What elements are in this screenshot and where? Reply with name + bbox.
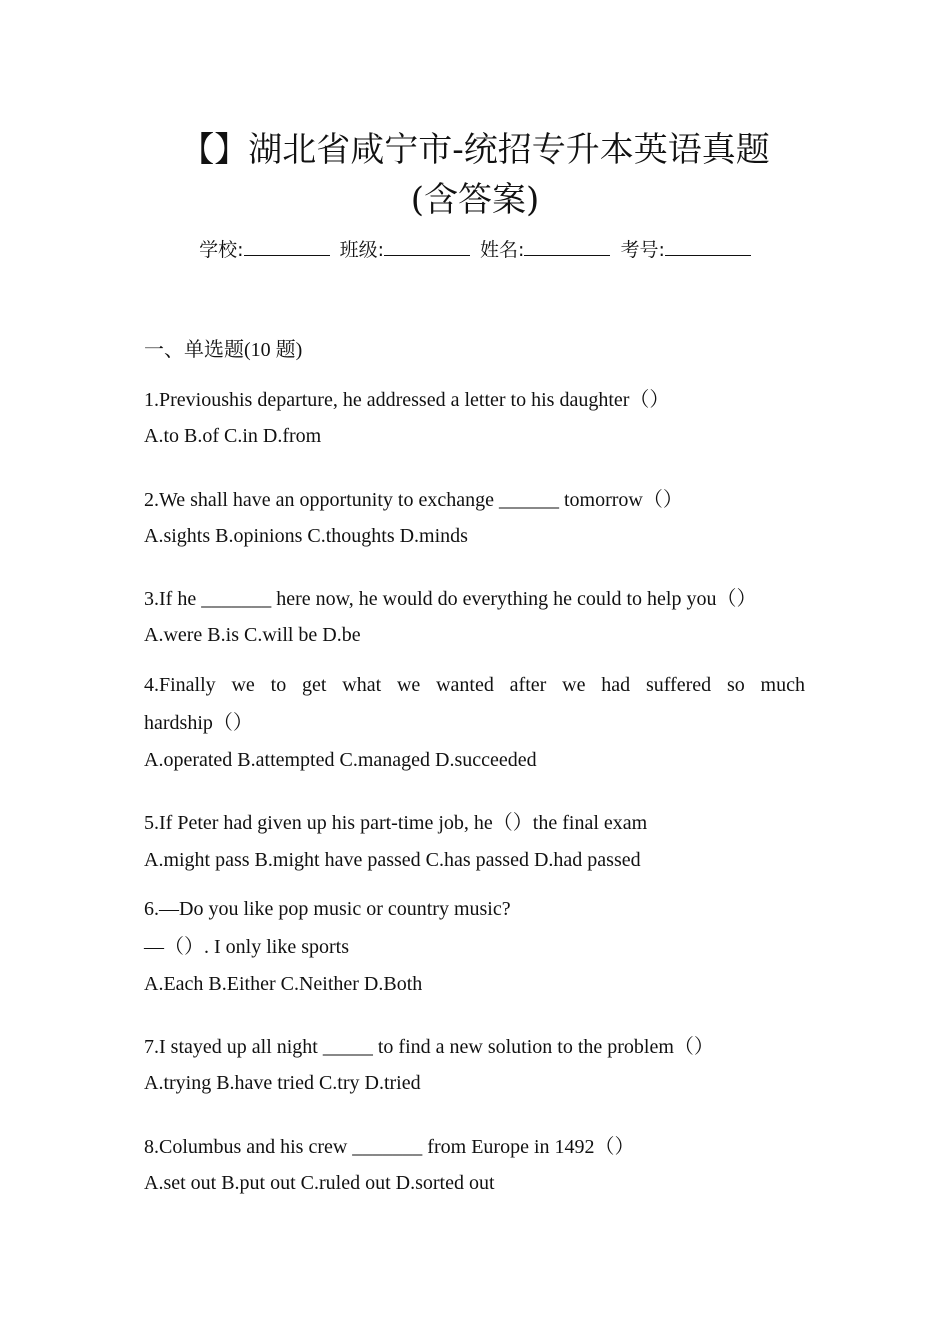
question-4-text-line2: hardship（） bbox=[144, 712, 253, 734]
info-blank bbox=[384, 239, 470, 256]
question-5-options: A.might pass B.might have passed C.has passed D.had passed bbox=[144, 849, 641, 871]
question-8-options: A.set out B.put out C.ruled out D.sorted out bbox=[144, 1172, 495, 1194]
info-field-exam-number bbox=[620, 239, 750, 261]
question-2-text: 2.We shall have an opportunity to exchange ______ tomorrow（） bbox=[144, 489, 683, 511]
question-7-options: A.trying B.have tried C.try D.tried bbox=[144, 1072, 421, 1094]
document-title-line2: (含答案) bbox=[410, 180, 540, 220]
question-2-options: A.sights B.opinions C.thoughts D.minds bbox=[144, 525, 468, 547]
question-1-text: 1.Previoushis departure, he addressed a letter to his daughter（） bbox=[144, 389, 670, 411]
info-blank bbox=[665, 239, 751, 256]
info-field-class bbox=[340, 239, 470, 261]
info-field-school bbox=[199, 239, 329, 261]
info-blank bbox=[244, 239, 330, 256]
question-6-text-line2: —（）. I only like sports bbox=[144, 936, 349, 958]
info-label: 学校: bbox=[199, 239, 244, 261]
question-6-options: A.Each B.Either C.Neither D.Both bbox=[144, 973, 423, 995]
info-field-name bbox=[480, 239, 610, 261]
question-3-text: 3.If he _______ here now, he would do everything he could to help you（） bbox=[144, 588, 757, 610]
info-label: 班级: bbox=[339, 239, 384, 261]
question-8-text: 8.Columbus and his crew _______ from Europe in 1492（） bbox=[144, 1136, 635, 1158]
question-1-options: A.to B.of C.in D.from bbox=[144, 425, 322, 447]
question-5-text: 5.If Peter had given up his part-time job, he（）the final exam bbox=[144, 812, 648, 834]
question-6-text-line1: 6.—Do you like pop music or country music? bbox=[144, 898, 511, 920]
question-7-text: 7.I stayed up all night _____ to find a new solution to the problem（） bbox=[144, 1036, 714, 1058]
document-title-line1: 【】湖北省咸宁市-统招专升本英语真题 bbox=[180, 130, 770, 170]
section-heading: 一、单选题(10 题) bbox=[144, 339, 303, 361]
question-3-options: A.were B.is C.will be D.be bbox=[144, 624, 361, 646]
question-4-options: A.operated B.attempted C.managed D.succeeded bbox=[144, 749, 537, 771]
info-label: 考号: bbox=[620, 239, 665, 261]
student-info-line bbox=[0, 236, 950, 264]
info-label: 姓名: bbox=[480, 239, 525, 261]
question-4-text-line1: 4.Finally we to get what we wanted after we had suffered so much bbox=[144, 674, 805, 696]
info-blank bbox=[524, 239, 610, 256]
